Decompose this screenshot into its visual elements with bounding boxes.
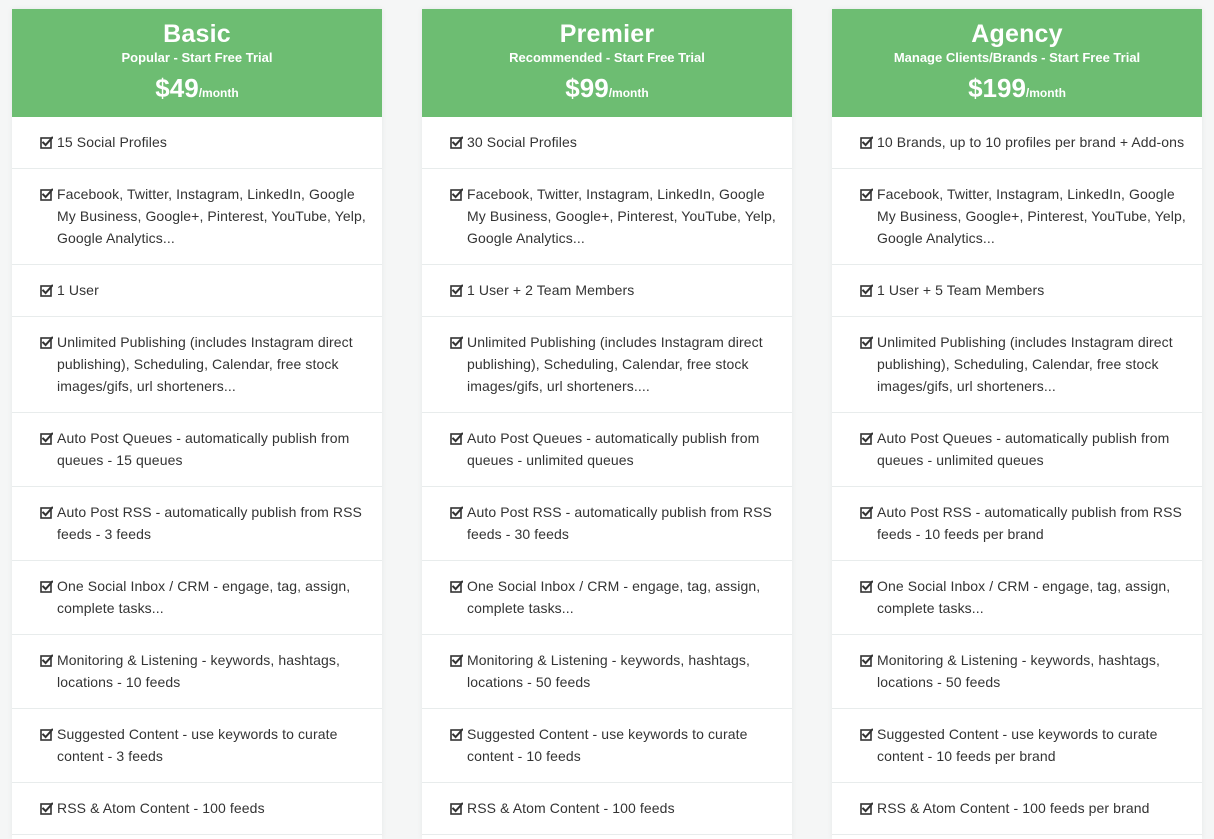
plan-tagline-link[interactable]: Popular - Start Free Trial — [121, 50, 273, 65]
check-square-icon — [40, 331, 57, 353]
check-square-icon — [450, 501, 467, 523]
feature-item — [12, 783, 382, 835]
price-period: /month — [1025, 86, 1066, 100]
feature-item — [832, 169, 1202, 265]
feature-text: 10 Brands, up to 10 profiles per brand + Add-ons — [877, 134, 1185, 150]
plan-name: Agency — [971, 20, 1063, 48]
feature-item — [832, 413, 1202, 487]
feature-item — [422, 265, 792, 317]
feature-item — [422, 317, 792, 413]
feature-text: Facebook, Twitter, Instagram, LinkedIn, Google My Business, Google+, Pinterest, YouTube, Yelp, Google Analytics... — [877, 186, 1186, 246]
feature-text: One Social Inbox / CRM - engage, tag, assign, complete tasks... — [57, 578, 351, 616]
check-square-icon — [450, 279, 467, 301]
feature-item — [12, 413, 382, 487]
check-square-icon — [860, 131, 877, 153]
plan-price — [422, 73, 792, 108]
feature-item — [422, 413, 792, 487]
feature-item — [422, 117, 792, 169]
feature-item — [422, 783, 792, 835]
feature-item — [12, 317, 382, 413]
check-square-icon — [40, 427, 57, 449]
feature-text: 1 User + 2 Team Members — [467, 282, 635, 298]
feature-text: Monitoring & Listening - keywords, hashtags, locations - 50 feeds — [467, 652, 750, 690]
check-square-icon — [40, 131, 57, 153]
feature-text: Suggested Content - use keywords to curate content - 3 feeds — [57, 726, 338, 764]
check-square-icon — [450, 649, 467, 671]
check-square-icon — [40, 501, 57, 523]
feature-text: RSS & Atom Content - 100 feeds per brand — [877, 800, 1150, 816]
check-square-icon — [450, 427, 467, 449]
feature-text: 30 Social Profiles — [467, 134, 577, 150]
price-period: /month — [608, 86, 649, 100]
feature-list — [12, 117, 382, 835]
feature-item — [12, 487, 382, 561]
check-square-icon — [860, 427, 877, 449]
feature-item — [832, 117, 1202, 169]
check-square-icon — [860, 279, 877, 301]
feature-text: Facebook, Twitter, Instagram, LinkedIn, Google My Business, Google+, Pinterest, YouTube, Yelp, Google Analytics... — [467, 186, 776, 246]
feature-item — [832, 635, 1202, 709]
check-square-icon — [40, 649, 57, 671]
feature-list — [832, 117, 1202, 835]
feature-item — [12, 169, 382, 265]
feature-item — [422, 709, 792, 783]
feature-item — [12, 561, 382, 635]
feature-item — [12, 709, 382, 783]
feature-item — [12, 635, 382, 709]
feature-item — [832, 317, 1202, 413]
feature-text: Unlimited Publishing (includes Instagram direct publishing), Scheduling, Calendar, free stock images/gifs, url shorteners.... — [467, 334, 763, 394]
feature-text: RSS & Atom Content - 100 feeds — [57, 800, 265, 816]
plan-header[interactable] — [422, 9, 792, 117]
plan-tagline-link[interactable]: Recommended - Start Free Trial — [509, 50, 705, 65]
price-amount: $49 — [155, 73, 199, 103]
plan-name: Premier — [559, 20, 655, 48]
check-square-icon — [860, 797, 877, 819]
feature-text: Monitoring & Listening - keywords, hashtags, locations - 10 feeds — [57, 652, 340, 690]
feature-text: Suggested Content - use keywords to curate content - 10 feeds per brand — [877, 726, 1158, 764]
check-square-icon — [860, 501, 877, 523]
price-period: /month — [198, 86, 239, 100]
feature-text: 1 User — [57, 282, 99, 298]
check-square-icon — [40, 575, 57, 597]
check-square-icon — [450, 575, 467, 597]
feature-text: 15 Social Profiles — [57, 134, 167, 150]
plan-price — [12, 73, 382, 108]
check-square-icon — [40, 723, 57, 745]
plan-header[interactable] — [12, 9, 382, 117]
feature-text: One Social Inbox / CRM - engage, tag, assign, complete tasks... — [467, 578, 761, 616]
feature-text: Auto Post RSS - automatically publish from RSS feeds - 30 feeds — [467, 504, 772, 542]
feature-list — [422, 117, 792, 835]
feature-text: Auto Post Queues - automatically publish from queues - 15 queues — [57, 430, 350, 468]
feature-text: Auto Post Queues - automatically publish from queues - unlimited queues — [877, 430, 1170, 468]
feature-text: Auto Post RSS - automatically publish from RSS feeds - 3 feeds — [57, 504, 362, 542]
check-square-icon — [40, 183, 57, 205]
feature-text: Auto Post RSS - automatically publish from RSS feeds - 10 feeds per brand — [877, 504, 1182, 542]
check-square-icon — [450, 723, 467, 745]
plan-price — [832, 73, 1202, 108]
feature-item — [832, 783, 1202, 835]
feature-item — [832, 265, 1202, 317]
feature-item — [832, 487, 1202, 561]
feature-text: Unlimited Publishing (includes Instagram direct publishing), Scheduling, Calendar, free stock images/gifs, url shorteners... — [57, 334, 353, 394]
feature-text: Unlimited Publishing (includes Instagram direct publishing), Scheduling, Calendar, free stock images/gifs, url shorteners... — [877, 334, 1173, 394]
feature-text: Suggested Content - use keywords to curate content - 10 feeds — [467, 726, 748, 764]
feature-text: One Social Inbox / CRM - engage, tag, assign, complete tasks... — [877, 578, 1171, 616]
price-amount: $199 — [968, 73, 1026, 103]
feature-item — [422, 635, 792, 709]
check-square-icon — [860, 723, 877, 745]
feature-item — [422, 487, 792, 561]
plan-card-agency — [832, 9, 1202, 839]
feature-text: Monitoring & Listening - keywords, hashtags, locations - 50 feeds — [877, 652, 1160, 690]
check-square-icon — [860, 649, 877, 671]
check-square-icon — [450, 131, 467, 153]
check-square-icon — [860, 331, 877, 353]
plan-card-premier — [422, 9, 792, 839]
feature-text: Auto Post Queues - automatically publish from queues - unlimited queues — [467, 430, 760, 468]
feature-item — [832, 561, 1202, 635]
feature-text: Facebook, Twitter, Instagram, LinkedIn, Google My Business, Google+, Pinterest, YouTube, Yelp, Google Analytics... — [57, 186, 366, 246]
feature-text: 1 User + 5 Team Members — [877, 282, 1045, 298]
price-amount: $99 — [565, 73, 609, 103]
check-square-icon — [40, 797, 57, 819]
check-square-icon — [450, 331, 467, 353]
plan-card-basic — [12, 9, 382, 839]
feature-item — [832, 709, 1202, 783]
check-square-icon — [860, 575, 877, 597]
plan-header[interactable] — [832, 9, 1202, 117]
feature-text: RSS & Atom Content - 100 feeds — [467, 800, 675, 816]
plan-name: Basic — [163, 20, 231, 48]
feature-item — [12, 265, 382, 317]
plan-tagline-link[interactable]: Manage Clients/Brands - Start Free Trial — [893, 50, 1141, 65]
check-square-icon — [450, 797, 467, 819]
feature-item — [422, 169, 792, 265]
check-square-icon — [450, 183, 467, 205]
feature-item — [12, 117, 382, 169]
feature-item — [422, 561, 792, 635]
check-square-icon — [40, 279, 57, 301]
check-square-icon — [860, 183, 877, 205]
